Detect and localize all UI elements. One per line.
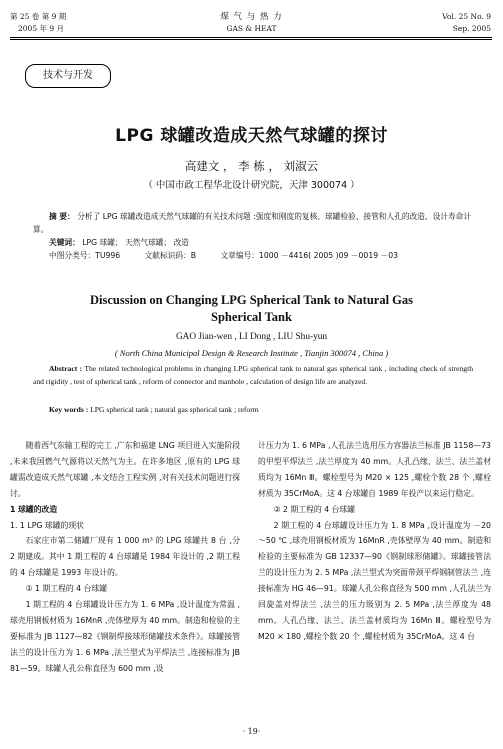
journal-date-en: Sep. 2005 <box>452 24 491 33</box>
article-number-value: 1000 －4416( 2005 )09 －0019 －03 <box>258 251 399 260</box>
header-rule-top <box>10 37 492 38</box>
title-cn: LPG 球罐改造成天然气球罐的探讨 <box>115 126 388 146</box>
authors-cn: 高建文 ， 李 栋 ， 刘淑云 <box>184 159 319 173</box>
article-number-label: 文章编号： <box>220 251 259 260</box>
abstract-en <box>33 363 473 388</box>
journal-volume: 第 25 卷 第 9 期 <box>10 12 67 21</box>
page-number: · 19· <box>242 727 261 736</box>
body-right-column <box>258 438 491 645</box>
abstract-cn-label: 摘 要： <box>49 212 75 221</box>
body-left-column <box>10 438 240 677</box>
keywords-cn-text: LPG 球罐； 天然气球罐； 改造 <box>82 238 189 247</box>
keywords-cn-label: 关键词： <box>49 238 80 247</box>
keywords-en-text: LPG spherical tank ; natural gas spherical tank ; reform <box>90 405 259 414</box>
keywords-en <box>33 404 473 417</box>
header-rule-bottom <box>10 39 492 40</box>
classification-line <box>33 249 473 262</box>
title-en-line1: Discussion on Changing LPG Spherical Tank to Natural Gas <box>90 293 413 307</box>
phase1-continued: 计压力为 1. 6 MPa ,人孔法兰选用压力容器法兰标准 JB 1158—73 的甲型平焊法兰 ,法兰厚度为 40 mm。人孔凸缘、法兰、法兰盖材质均为 16Mn Ⅲ。螺栓型号为 M20 × 125 ,螺栓个数 28 个 ,螺栓材质为 35CrMoA。这 4 台球罐自 1989 年投产以来运行稳定。 <box>258 441 491 498</box>
keywords-cn <box>33 236 473 249</box>
journal-volume-en: Vol. 25 No. 9 <box>442 12 491 21</box>
phase2-heading: ② 2 期工程的 4 台球罐 <box>273 504 355 514</box>
section-heading-1: 1 球罐的改造 <box>10 504 58 514</box>
abstract-en-text: The related technological problems in changing LPG spherical tank to natural gas spherical tank , including check of strength and rigidity , test of spherical tank , reform of connector and manhole , calculation of design life are analyzed. <box>33 364 474 386</box>
affiliation-en: ( North China Municipal Design & Research Institute , Tianjin 300074 , China ) <box>114 348 389 358</box>
clc-label: 中图分类号： <box>49 251 96 260</box>
abstract-cn <box>33 210 473 236</box>
abstract-en-label: Abstract : <box>49 364 83 373</box>
subsection-heading-1-1: 1. 1 LPG 球罐的现状 <box>10 520 84 530</box>
status-paragraph: 石家庄市第二储罐厂现有 1 000 m³ 的 LPG 球罐共 8 台 ,分 2 期建成。其中 1 期工程的 4 台球罐是 1984 年设计的 ,2 期工程的 4 台球罐是 1993 年设计的。 <box>10 536 240 578</box>
authors-en: GAO Jian-wen , LI Dong , LIU Shu-yun <box>175 332 328 342</box>
journal-name-en: GAS & HEAT <box>226 24 277 33</box>
journal-date: 2005 年 9 月 <box>18 24 65 33</box>
section-tag: 技术与开发 <box>25 64 111 88</box>
phase1-paragraph: 1 期工程的 4 台球罐设计压力为 1. 6 MPa ,设计温度为常温 ,球壳用钢板材质为 16MnR ,壳体壁厚为 40 mm。制造和检验的主要标准为 JB 1127—82《钢制焊接球形储罐技术条件》。球罐接管法兰的设计压力为 1. 6 MPa ,法兰型式为平焊法兰 ,连接标准为 JB 81—59。球罐人孔公称直径为 600 mm ,设 <box>10 600 240 673</box>
clc-value: TU996 <box>95 251 121 260</box>
doc-code-value: B <box>190 251 197 260</box>
journal-name-cn: 煤 气 与 热 力 <box>220 12 283 22</box>
title-en-line2: Spherical Tank <box>211 310 292 324</box>
phase1-heading: ① 1 期工程的 4 台球罐 <box>25 584 107 594</box>
doc-code-label: 文献标识码： <box>144 251 191 260</box>
title-en <box>0 292 503 326</box>
affiliation-cn: （ 中国市政工程华北设计研究院，天津 300074 ） <box>143 180 360 191</box>
abstract-cn-text: 分析了 LPG 球罐改造成天然气球罐的有关技术问题 :强度和刚度的复核、球罐检验、接管和人孔的改造、设计寿命计算。 <box>33 212 472 234</box>
keywords-en-label: Key words : <box>49 405 89 414</box>
phase2-paragraph: 2 期工程的 4 台球罐设计压力为 1. 8 MPa ,设计温度为 －20 ～50 ℃ ,球壳用钢板材质为 16MnR ,壳体壁厚为 40 mm。制造和检验的主要标准为 GB 12337—90《钢制球形储罐》。球罐接管法兰的设计压力为 2. 5 MPa ,法兰型式为突面带颈平焊钢制管法兰 ,连接标准为 HG 46—91。球罐人孔公称直径为 500 mm ,人孔法兰为回旋盖对焊法兰 ,法兰的压力级别为 2. 5 MPa ,法兰厚度为 48 mm。人孔凸缘、法兰、法兰盖材质均为 16Mn Ⅲ。螺栓型号为 M20 × 180 ,螺栓个数 20 个 ,螺栓材质为 35CrMoA。这 4 台 <box>258 520 491 641</box>
intro-paragraph: 随着西气东输工程的完工 ,广东和福建 LNG 项目进入实施阶段 ,未来我国燃气气源将以天然气为主。在许多地区 ,原有的 LPG 球罐需改造成天然气球罐 ,本文结合工程实例 ,对有关技术问题进行探讨。 <box>10 441 240 498</box>
